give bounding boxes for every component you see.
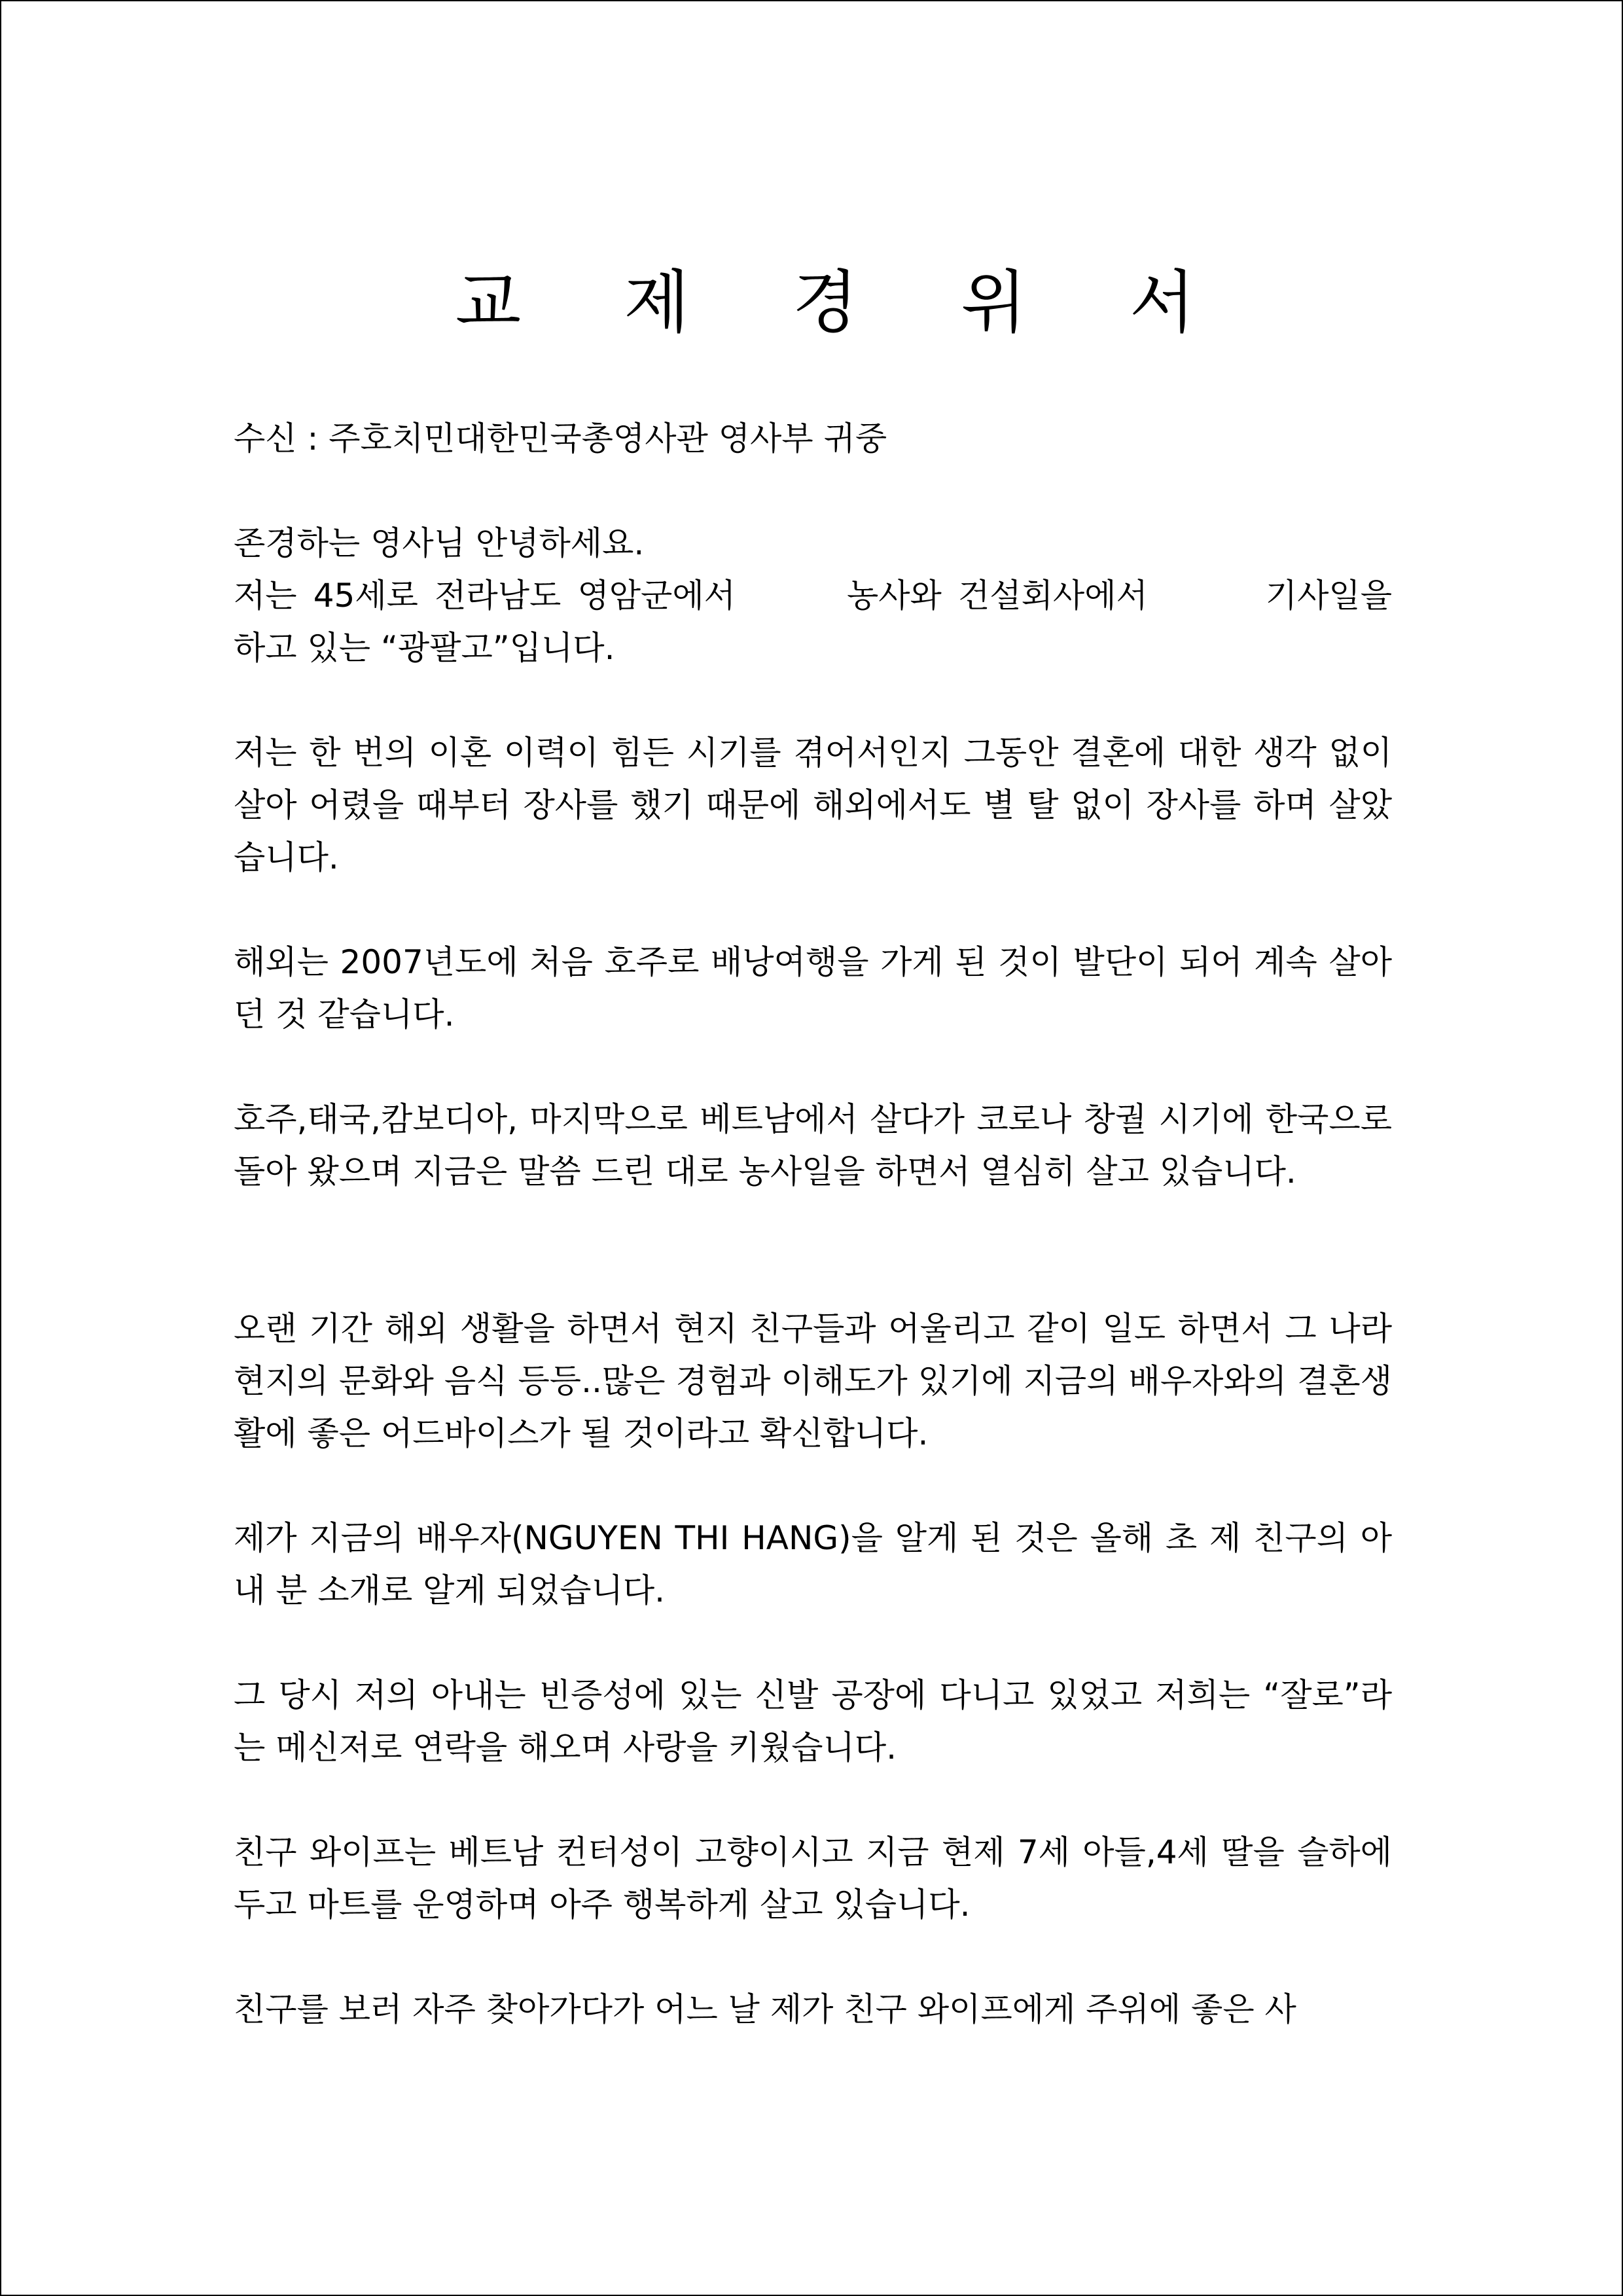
paragraph-spouse: 제가 지금의 배우자(NGUYEN THI HANG)을 알게 된 것은 올해 초 제 친구의 아내 분 소개로 알게 되었습니다. <box>234 1519 1392 1609</box>
intro-part-2: 농사와 건설회사에서 <box>846 577 1148 615</box>
paragraph-experience: 오랜 기간 해외 생활을 하면서 현지 친구들과 어울리고 같이 일도 하면서 그 나라 현지의 문화와 음식 등등..많은 경험과 이해도가 있기에 지금의 배우자와의 결혼생활에 좋은 어드바이스가 될 것이라고 확신합니다. <box>234 1310 1392 1452</box>
recipient-line: 수신 : 주호치민대한민국총영사관 영사부 귀중 <box>234 420 887 457</box>
intro-part-1: 저는 45세로 전라남도 영암군에서 <box>234 577 736 615</box>
paragraph-divorce: 저는 한 번의 이혼 이력이 힘든 시기를 겪어서인지 그동안 결혼에 대한 생각 없이 살아 어렸을 때부터 장사를 했기 때문에 해외에서도 별 탈 없이 장사를 하며 살았습니다. <box>234 734 1392 876</box>
greeting-and-intro <box>234 517 1392 674</box>
paragraph-friend-wife: 친구 와이프는 베트남 컨터성이 고향이시고 지금 현제 7세 아들,4세 딸을 슬하에 두고 마트를 운영하며 아주 행복하게 살고 있습니다. <box>234 1833 1392 1924</box>
document-title: 교 제 경 위 서 <box>455 262 1236 342</box>
paragraph-messenger: 그 당시 저의 아내는 빈증성에 있는 신발 공장에 다니고 있었고 저희는 “잘로”라는 메신저로 연락을 해오며 사랑을 키웠습니다. <box>234 1676 1392 1767</box>
paragraph-visit: 친구를 보러 자주 찾아가다가 어느 날 제가 친구 와이프에게 주위에 좋은 사 <box>234 1990 1296 2028</box>
greeting-line: 존경하는 영사님 안녕하세요. <box>234 524 645 562</box>
intro-part-3: 기사일을 하고 있는 “광팔고”입니다. <box>234 577 1392 667</box>
paragraph-overseas: 해외는 2007년도에 처음 호주로 배낭여행을 가게 된 것이 발단이 되어 계속 살아 던 것 같습니다. <box>234 943 1392 1033</box>
intro-paragraph <box>234 569 1392 674</box>
paragraph-countries: 호주,태국,캄보디아, 마지막으로 베트남에서 살다가 코로나 창궐 시기에 한국으로 돌아 왔으며 지금은 말씀 드린 대로 농사일을 하면서 열심히 살고 있습니다. <box>234 1100 1392 1191</box>
